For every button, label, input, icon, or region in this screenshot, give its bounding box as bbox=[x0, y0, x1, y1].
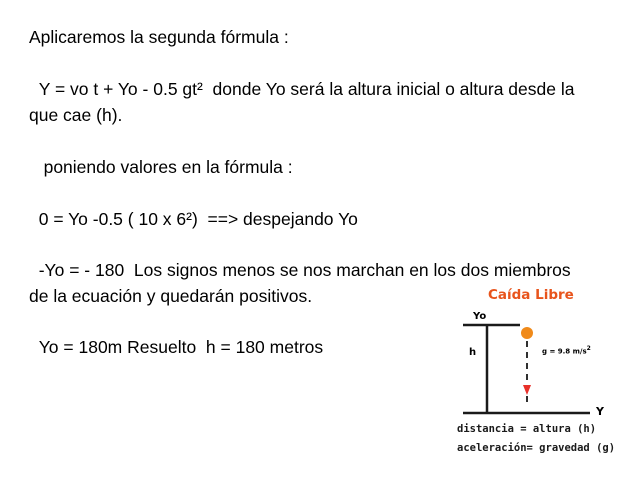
gravity-label-exponent: 2 bbox=[586, 345, 591, 352]
free-fall-diagram bbox=[455, 285, 620, 465]
formula-line: Y = vo t + Yo - 0.5 gt² donde Yo será la altura inicial o altura desde la que cae (h). bbox=[29, 79, 580, 125]
down-arrow-icon bbox=[523, 385, 531, 395]
caption-acceleration: aceleración= gravedad (g) bbox=[457, 442, 616, 454]
result-line: Yo = 180m Resuelto h = 180 metros bbox=[29, 337, 324, 357]
caption-distance: distancia = altura (h) bbox=[457, 423, 597, 435]
label-h: h bbox=[469, 347, 477, 358]
sign-explanation: -Yo = - 180 Los signos menos se nos marchan en los dos miembros de la ecuación y quedarán positivos. bbox=[29, 260, 576, 306]
substitution-equation: 0 = Yo -0.5 ( 10 x 6²) ==> despejando Yo bbox=[29, 209, 358, 229]
substitution-intro: poniendo valores en la fórmula : bbox=[29, 157, 293, 177]
label-yo: Yo bbox=[473, 311, 487, 322]
figure-title: Caída Libre bbox=[488, 287, 574, 303]
falling-ball-icon bbox=[521, 327, 533, 339]
gravity-label-text: g = 9.8 m/s bbox=[542, 347, 587, 356]
label-y-axis: Y bbox=[596, 405, 604, 418]
gravity-label bbox=[542, 345, 591, 355]
intro-line: Aplicaremos la segunda fórmula : bbox=[29, 27, 289, 47]
